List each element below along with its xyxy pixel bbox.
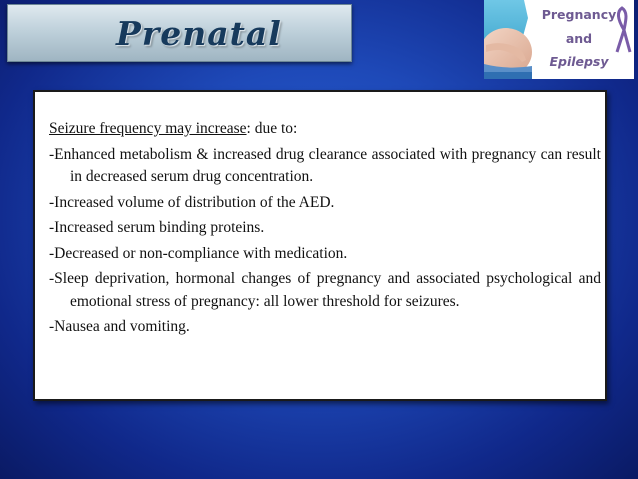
bullet-item: -Decreased or non-compliance with medication. [49, 244, 348, 262]
bullet-item: -Sleep deprivation, hormonal changes of pregnancy and associated psychological and emotional stress of pregnancy: all lower threshold for seizures. [49, 270, 601, 310]
bullet-item: -Enhanced metabolism & increased drug clearance associated with pregnancy can result in decreased serum drug concentration. [49, 145, 601, 185]
intro-underlined: Seizure frequency may increase [49, 120, 247, 137]
logo-text-pregnancy: Pregnancy [541, 7, 617, 22]
content-box [33, 90, 607, 401]
intro-line [49, 118, 601, 141]
bullet-item: -Increased serum binding proteins. [49, 219, 265, 236]
bullet-item: -Increased volume of distribution of the AED. [49, 193, 335, 211]
bullet-item: -Nausea and vomiting. [49, 318, 190, 335]
logo-text-and: and [565, 31, 593, 46]
slide-title: Prenatal [116, 14, 282, 53]
pregnancy-epilepsy-logo [484, 0, 634, 79]
title-banner [7, 4, 352, 62]
intro-rest: : due to: [246, 120, 298, 137]
logo-text-epilepsy: Epilepsy [549, 54, 609, 69]
